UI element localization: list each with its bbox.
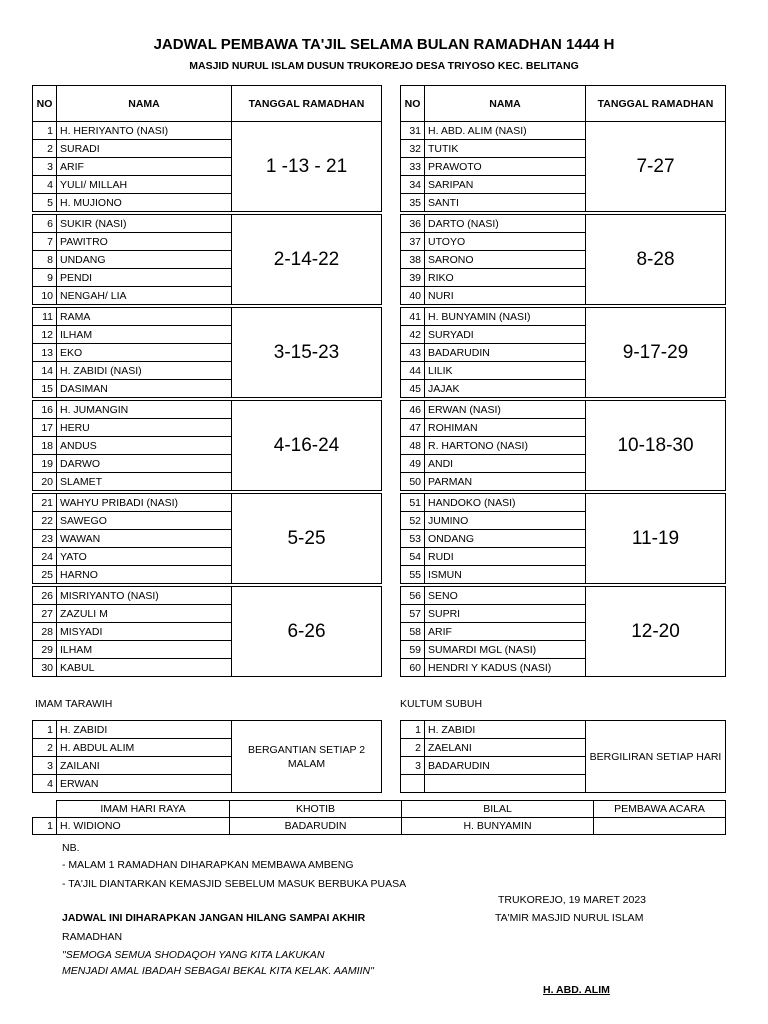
person-name: SANTI (425, 194, 586, 212)
person-name: ARIF (425, 623, 586, 641)
row-number: 18 (33, 437, 57, 455)
table-row (401, 215, 726, 233)
row-number: 10 (33, 287, 57, 305)
person-name: PENDI (57, 269, 232, 287)
row-number: 57 (401, 605, 425, 623)
row-number: 1 (33, 721, 57, 739)
row-number: 13 (33, 344, 57, 362)
person-name: RUDI (425, 548, 586, 566)
row-number: 43 (401, 344, 425, 362)
row-number: 51 (401, 494, 425, 512)
header-bilal: BILAL (402, 801, 594, 818)
row-number: 3 (33, 158, 57, 176)
person-name: SUPRI (425, 605, 586, 623)
person-name: ISMUN (425, 566, 586, 584)
person-name: YULI/ MILLAH (57, 176, 232, 194)
person-name: HENDRI Y KADUS (NASI) (425, 659, 586, 677)
row-number: 1 (401, 721, 425, 739)
person-name: HANDOKO (NASI) (425, 494, 586, 512)
ramadhan-dates: 11-19 (586, 494, 726, 584)
table-row (33, 494, 382, 512)
ramadhan-dates: 2-14-22 (232, 215, 382, 305)
person-name: WAHYU PRIBADI (NASI) (57, 494, 232, 512)
closing-text-2: RAMADHAN (62, 931, 123, 943)
row-number: 45 (401, 380, 425, 398)
person-name: SARIPAN (425, 176, 586, 194)
row-number: 32 (401, 140, 425, 158)
kultum-subuh-label: KULTUM SUBUH (400, 698, 483, 710)
row-number: 24 (33, 548, 57, 566)
row-number: 4 (33, 775, 57, 793)
person-name: DARTO (NASI) (425, 215, 586, 233)
person-name: ARIF (57, 158, 232, 176)
header-pembawa-acara: PEMBAWA ACARA (594, 801, 726, 818)
imam-tarawih-label: IMAM TARAWIH (35, 698, 113, 710)
row-number: 37 (401, 233, 425, 251)
person-name: PARMAN (425, 473, 586, 491)
row-number: 25 (33, 566, 57, 584)
row-number: 21 (33, 494, 57, 512)
ramadhan-dates: 3-15-23 (232, 308, 382, 398)
ramadhan-dates: 7-27 (586, 122, 726, 212)
person-name: NENGAH/ LIA (57, 287, 232, 305)
table-row (401, 401, 726, 419)
person-name: ERWAN (57, 775, 232, 793)
quote-line-2: MENJADI AMAL IBADAH SEBAGAI BEKAL KITA KELAK. AAMIIN" (62, 965, 374, 977)
col-no: NO (33, 86, 57, 122)
row-number: 20 (33, 473, 57, 491)
rotation-note: BERGILIRAN SETIAP HARI (586, 721, 726, 793)
ramadhan-dates: 5-25 (232, 494, 382, 584)
schedule-table-left (32, 85, 382, 677)
person-name: BADARUDIN (425, 757, 586, 775)
note-line-2: - TA'JIL DIANTARKAN KEMASJID SEBELUM MASUK BERBUKA PUASA (62, 878, 407, 890)
person-name: WAWAN (57, 530, 232, 548)
row-number: 2 (401, 739, 425, 757)
person-name: LILIK (425, 362, 586, 380)
row-no: 1 (33, 818, 57, 835)
row-number: 47 (401, 419, 425, 437)
table-row (401, 587, 726, 605)
bilal-value: H. BUNYAMIN (402, 818, 594, 835)
row-number: 52 (401, 512, 425, 530)
row-number: 39 (401, 269, 425, 287)
row-number: 5 (33, 194, 57, 212)
table-row (33, 122, 382, 140)
row-number: 55 (401, 566, 425, 584)
row-number: 41 (401, 308, 425, 326)
header-imam-hari-raya: IMAM HARI RAYA (57, 801, 230, 818)
person-name: H. ZABIDI (NASI) (57, 362, 232, 380)
person-name: ZAILANI (57, 757, 232, 775)
person-name: KABUL (57, 659, 232, 677)
row-number: 40 (401, 287, 425, 305)
takmir-label: TA'MIR MASJID NURUL ISLAM (495, 912, 644, 924)
person-name: ANDUS (57, 437, 232, 455)
ramadhan-dates: 6-26 (232, 587, 382, 677)
row-number: 54 (401, 548, 425, 566)
nb-label: NB. (62, 842, 80, 854)
table-row (401, 721, 726, 739)
person-name: H. ZABIDI (57, 721, 232, 739)
person-name: SUKIR (NASI) (57, 215, 232, 233)
person-name: ROHIMAN (425, 419, 586, 437)
row-number: 59 (401, 641, 425, 659)
person-name: ANDI (425, 455, 586, 473)
col-nama: NAMA (425, 86, 586, 122)
row-number: 56 (401, 587, 425, 605)
imam-hari-raya-value: H. WIDIONO (57, 818, 230, 835)
hari-raya-table (32, 800, 726, 835)
row-number: 2 (33, 739, 57, 757)
person-name: PAWITRO (57, 233, 232, 251)
person-name: SENO (425, 587, 586, 605)
ramadhan-dates: 9-17-29 (586, 308, 726, 398)
person-name: H. ABD. ALIM (NASI) (425, 122, 586, 140)
ramadhan-dates: 4-16-24 (232, 401, 382, 491)
place-date: TRUKOREJO, 19 MARET 2023 (498, 894, 647, 906)
person-name: MISRIYANTO (NASI) (57, 587, 232, 605)
col-no: NO (401, 86, 425, 122)
header-khotib: KHOTIB (230, 801, 402, 818)
person-name: SUMARDI MGL (NASI) (425, 641, 586, 659)
row-number: 23 (33, 530, 57, 548)
person-name: SURADI (57, 140, 232, 158)
row-number: 42 (401, 326, 425, 344)
person-name: H. ZABIDI (425, 721, 586, 739)
signer-name: H. ABD. ALIM (543, 984, 610, 996)
person-name: TUTIK (425, 140, 586, 158)
row-number: 15 (33, 380, 57, 398)
table-row (33, 721, 382, 739)
row-number: 19 (33, 455, 57, 473)
person-name: ILHAM (57, 641, 232, 659)
person-name: UTOYO (425, 233, 586, 251)
row-number: 58 (401, 623, 425, 641)
row-number: 14 (33, 362, 57, 380)
row-number: 16 (33, 401, 57, 419)
ramadhan-dates: 10-18-30 (586, 401, 726, 491)
table-row (33, 215, 382, 233)
row-number: 46 (401, 401, 425, 419)
person-name: JUMINO (425, 512, 586, 530)
row-number: 3 (401, 757, 425, 775)
row-number: 28 (33, 623, 57, 641)
person-name: R. HARTONO (NASI) (425, 437, 586, 455)
table-row (401, 308, 726, 326)
person-name: ONDANG (425, 530, 586, 548)
person-name: RAMA (57, 308, 232, 326)
person-name: JAJAK (425, 380, 586, 398)
row-number: 33 (401, 158, 425, 176)
kultum-subuh-table (400, 720, 726, 793)
ramadhan-dates: 12-20 (586, 587, 726, 677)
khotib-value: BADARUDIN (230, 818, 402, 835)
person-name: RIKO (425, 269, 586, 287)
pembawa-acara-value (594, 818, 726, 835)
person-name: NURI (425, 287, 586, 305)
row-number: 8 (33, 251, 57, 269)
row-number: 26 (33, 587, 57, 605)
document-title: JADWAL PEMBAWA TA'JIL SELAMA BULAN RAMADHAN 1444 H (153, 36, 615, 53)
table-row (33, 308, 382, 326)
row-number: 50 (401, 473, 425, 491)
row-number: 48 (401, 437, 425, 455)
person-name: ILHAM (57, 326, 232, 344)
row-number: 22 (33, 512, 57, 530)
note-line-1: - MALAM 1 RAMADHAN DIHARAPKAN MEMBAWA AMBENG (62, 859, 354, 871)
person-name: HARNO (57, 566, 232, 584)
col-nama: NAMA (57, 86, 232, 122)
row-number: 44 (401, 362, 425, 380)
rotation-note: BERGANTIAN SETIAP 2 MALAM (232, 721, 382, 793)
ramadhan-dates: 1 -13 - 21 (232, 122, 382, 212)
ramadhan-dates: 8-28 (586, 215, 726, 305)
row-number: 30 (33, 659, 57, 677)
row-number: 9 (33, 269, 57, 287)
table-row (33, 587, 382, 605)
person-name: H. BUNYAMIN (NASI) (425, 308, 586, 326)
person-name: MISYADI (57, 623, 232, 641)
person-name: DASIMAN (57, 380, 232, 398)
row-number: 17 (33, 419, 57, 437)
person-name: H. JUMANGIN (57, 401, 232, 419)
schedule-table-right (400, 85, 726, 677)
document-subtitle: MASJID NURUL ISLAM DUSUN TRUKOREJO DESA TRIYOSO KEC. BELITANG (189, 60, 579, 72)
person-name: SARONO (425, 251, 586, 269)
row-number: 36 (401, 215, 425, 233)
person-name: DARWO (57, 455, 232, 473)
row-number: 29 (33, 641, 57, 659)
row-number: 11 (33, 308, 57, 326)
person-name: ZAZULI M (57, 605, 232, 623)
row-number: 60 (401, 659, 425, 677)
row-number: 6 (33, 215, 57, 233)
row-number: 3 (33, 757, 57, 775)
person-name: H. ABDUL ALIM (57, 739, 232, 757)
row-number: 34 (401, 176, 425, 194)
person-name: SURYADI (425, 326, 586, 344)
row-number: 2 (33, 140, 57, 158)
person-name: H. MUJIONO (57, 194, 232, 212)
row-number: 4 (33, 176, 57, 194)
row-number: 38 (401, 251, 425, 269)
person-name: HERU (57, 419, 232, 437)
closing-text-1: JADWAL INI DIHARAPKAN JANGAN HILANG SAMPAI AKHIR (62, 912, 366, 924)
row-number: 35 (401, 194, 425, 212)
person-name: BADARUDIN (425, 344, 586, 362)
person-name: ERWAN (NASI) (425, 401, 586, 419)
row-number: 31 (401, 122, 425, 140)
imam-tarawih-table (32, 720, 382, 793)
row-number: 49 (401, 455, 425, 473)
person-name: PRAWOTO (425, 158, 586, 176)
quote-line-1: "SEMOGA SEMUA SHODAQOH YANG KITA LAKUKAN (62, 949, 325, 961)
person-name: YATO (57, 548, 232, 566)
table-row (33, 401, 382, 419)
person-name: SLAMET (57, 473, 232, 491)
person-name: ZAELANI (425, 739, 586, 757)
table-row (401, 122, 726, 140)
col-tanggal: TANGGAL RAMADHAN (232, 86, 382, 122)
person-name: EKO (57, 344, 232, 362)
table-row (401, 494, 726, 512)
row-number: 1 (33, 122, 57, 140)
col-tanggal: TANGGAL RAMADHAN (586, 86, 726, 122)
person-name: SAWEGO (57, 512, 232, 530)
person-name: UNDANG (57, 251, 232, 269)
row-number: 27 (33, 605, 57, 623)
person-name: H. HERIYANTO (NASI) (57, 122, 232, 140)
row-number: 53 (401, 530, 425, 548)
row-number: 7 (33, 233, 57, 251)
row-number: 12 (33, 326, 57, 344)
